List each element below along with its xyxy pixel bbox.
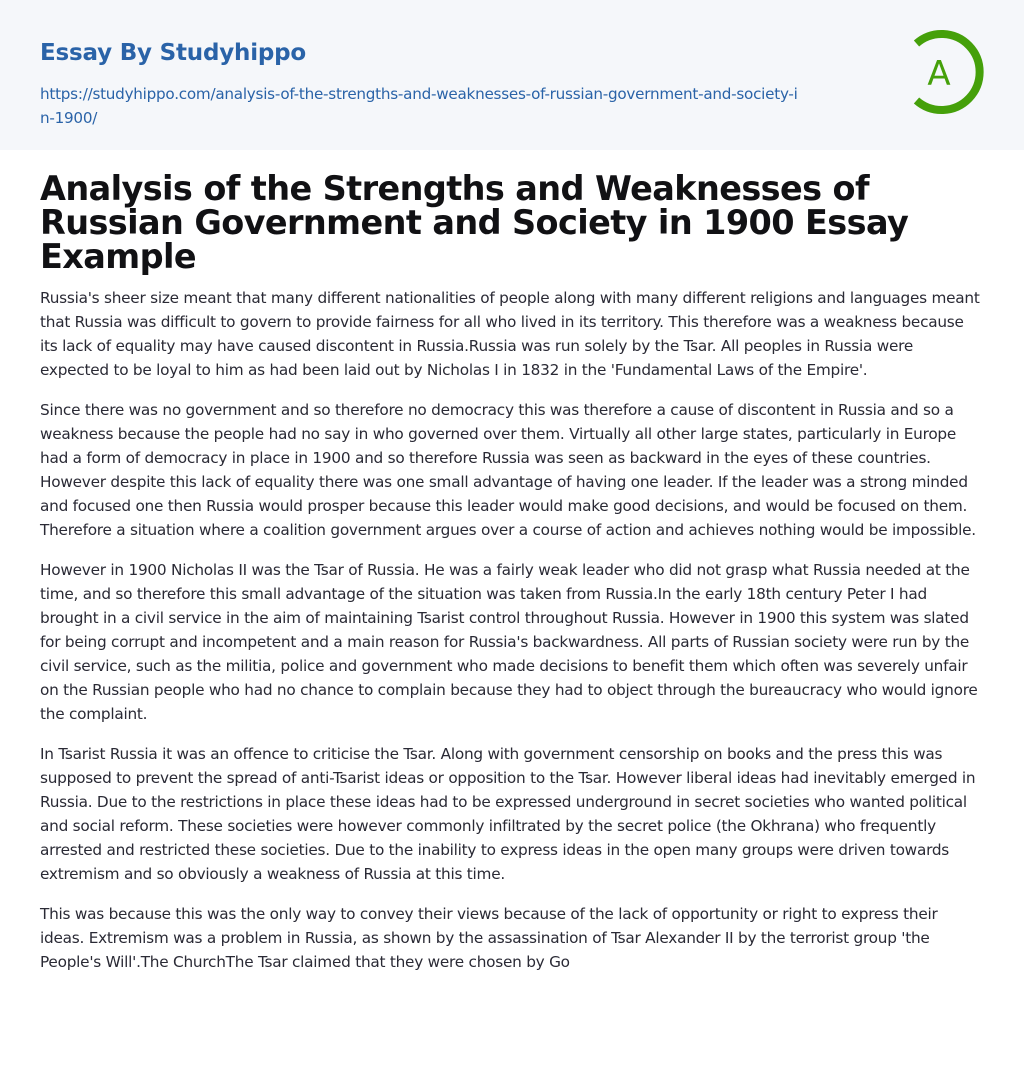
essay-paragraph: Russia's sheer size meant that many different nationalities of people along with many different religions and languages meant that Russia was difficult to govern to provide fairness for all who lived in its territory. This therefore was a weakness because its lack of equality may have caused discontent in Russia.Russia was run solely by the Tsar. All peoples in Russia were expected to be loyal to him as had been laid out by Nicholas I in 1832 in the 'Fundamental Laws of the Empire'. bbox=[40, 289, 980, 379]
brand-title: Essay By Studyhippo bbox=[40, 40, 307, 66]
grade-a-logo-icon bbox=[908, 28, 988, 116]
essay-paragraph: However in 1900 Nicholas II was the Tsar of Russia. He was a fairly weak leader who did not grasp what Russia needed at the time, and so therefore this small advantage of the situation was taken from Russia.In the early 18th century Peter I had brought in a civil service in the aim of maintaining Tsarist control throughout Russia. However in 1900 this system was slated for being corrupt and incompetent and a main reason for Russia's backwardness. All parts of Russian society were run by the civil service, such as the militia, police and government who made decisions to benefit them which often was severely unfair on the Russian people who had no chance to complain because they had to object through the bureaucracy who would ignore the complaint. bbox=[40, 561, 978, 723]
essay-title: Analysis of the Strengths and Weaknesses of Russian Government and Society in 1900 Essay Example bbox=[40, 169, 909, 276]
logo-letter: A bbox=[927, 54, 951, 94]
essay-paragraph: This was because this was the only way to convey their views because of the lack of opportunity or right to express their ideas. Extremism was a problem in Russia, as shown by the assassination of Tsar Alexander II by the terrorist group 'the People's Will'.The ChurchThe Tsar claimed that they were chosen by Go bbox=[40, 905, 938, 971]
essay-paragraph: In Tsarist Russia it was an offence to criticise the Tsar. Along with government censorship on books and the press this was supposed to prevent the spread of anti-Tsarist ideas or opposition to the Tsar. However liberal ideas had inevitably emerged in Russia. Due to the restrictions in place these ideas had to be expressed underground in secret societies who wanted political and social reform. These societies were however commonly infiltrated by the secret police (the Okhrana) who frequently arrested and restricted these societies. Due to the inability to express ideas in the open many groups were driven towards extremism and so obviously a weakness of Russia at this time. bbox=[40, 745, 976, 883]
site-header bbox=[0, 0, 1024, 150]
essay-paragraph: Since there was no government and so therefore no democracy this was therefore a cause of discontent in Russia and so a weakness because the people had no say in who governed over them. Virtually all other large states, particularly in Europe had a form of democracy in place in 1900 and so therefore Russia was seen as backward in the eyes of these countries. However despite this lack of equality there was one small advantage of having one leader. If the leader was a strong minded and focused one then Russia would prosper because this leader would make good decisions, and would be focused on them. Therefore a situation where a coalition government argues over a course of action and achieves nothing would be impossible. bbox=[40, 401, 976, 539]
source-url-link[interactable]: https://studyhippo.com/analysis-of-the-strengths-and-weaknesses-of-russian-government-and-society-in-1900/ bbox=[40, 85, 798, 127]
essay-content bbox=[0, 169, 1024, 974]
